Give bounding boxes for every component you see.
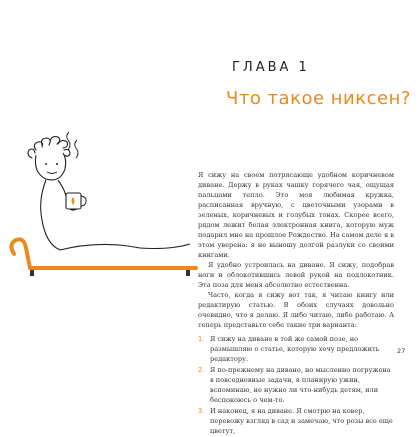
left-eye bbox=[45, 163, 47, 165]
smile bbox=[47, 172, 57, 174]
head-outline bbox=[35, 153, 65, 180]
list-item bbox=[198, 406, 394, 436]
chapter-title: Что такое никсен? bbox=[226, 88, 411, 109]
right-eye bbox=[56, 163, 58, 165]
sofa-leg-left bbox=[30, 270, 34, 276]
list-item bbox=[198, 334, 394, 364]
mug-icon bbox=[66, 193, 86, 209]
legs-outline bbox=[60, 244, 190, 250]
paragraph-1: Я сижу на своем потрясающе удобном коричневом диване. Держу в руках чашку горячего чая, ощущая пальцами тепло. Это моя любимая кружка, расписанная вручную, с цветочными узорами в зеленых, коричневых и голубых тонах. Скорее всего, рядом лежит белая электронная книга, которую муж подарил мне на прошлое Рождество. На самом деле я в этом уверена: я не выношу долгой разлуки со своими книгами. bbox=[198, 171, 394, 259]
page-number: 27 bbox=[397, 347, 406, 355]
list-text: И наконец, я на диване. Я смотрю на ковер, перевожу взгляд в сад и замечаю, что розы все еще цветут, bbox=[210, 407, 393, 435]
list-text: Я по-прежнему на диване, но мысленно погружена в повседневные задачи, я планирую ужин, вспоминаю, не нужно ли что-нибудь детям, или беспокоюсь о чем-то. bbox=[210, 366, 391, 404]
list-number: 1. bbox=[198, 335, 205, 343]
list-number: 2. bbox=[198, 366, 205, 374]
steam-1 bbox=[67, 132, 70, 150]
steam-2 bbox=[75, 140, 78, 158]
chapter-label: ГЛАВА 1 bbox=[232, 60, 310, 75]
sofa-armrest bbox=[11, 239, 30, 268]
sofa-leg-right bbox=[186, 270, 190, 276]
chapter-body bbox=[198, 170, 394, 437]
paragraph-3: Часто, когда я сижу вот так, я читаю книгу или редактирую статью. В обоих случаях довольно очевидно, что я делаю. Я либо читаю, либо работаю. А теперь представьте себе такие три варианта: bbox=[198, 291, 394, 329]
list-text: Я сижу на диване в той же самой позе, но размышляю о статье, которую хочу предложить редактору. bbox=[210, 335, 380, 363]
woman-on-sofa-illustration bbox=[0, 130, 200, 280]
body-outline bbox=[41, 180, 60, 250]
list-item bbox=[198, 365, 394, 405]
list-number: 3. bbox=[198, 407, 205, 415]
paragraph-2: Я удобно устроилась на диване. Я сижу, подобрав ноги и облокотившись левой рукой на подлокотник. Эта поза для меня абсолютно естественна. bbox=[198, 261, 394, 289]
numbered-list bbox=[198, 334, 394, 436]
